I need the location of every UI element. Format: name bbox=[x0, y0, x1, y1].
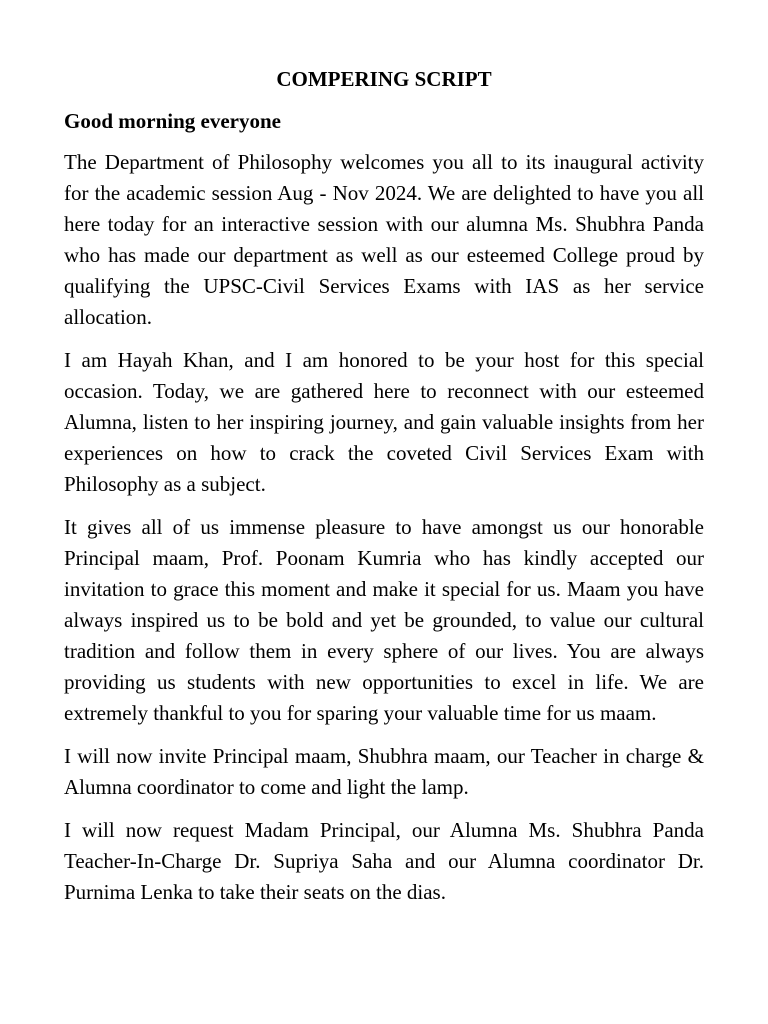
paragraph-welcome: The Department of Philosophy welcomes you all to its inaugural activity for the academic session Aug - Nov 2024. We are delighted to have you all here today for an interactive session with our alumna Ms. Shubhra Panda who has made our department as well as our esteemed College proud by qualifying the UPSC-Civil Services Exams with IAS as her service allocation. bbox=[64, 150, 704, 329]
greeting-heading: Good morning everyone bbox=[64, 109, 281, 133]
paragraph-seating: I will now request Madam Principal, our Alumna Ms. Shubhra Panda Teacher-In-Charge Dr. Supriya Saha and our Alumna coordinator Dr. Purnima Lenka to take their seats on the dias. bbox=[64, 818, 704, 904]
paragraph-host-intro: I am Hayah Khan, and I am honored to be your host for this special occasion. Today, we are gathered here to reconnect with our esteemed Alumna, listen to her inspiring journey, and gain valuable insights from her experiences on how to crack the coveted Civil Services Exam with Philosophy as a subject. bbox=[64, 348, 704, 496]
document-title: COMPERING SCRIPT bbox=[276, 67, 492, 91]
paragraph-principal: It gives all of us immense pleasure to have amongst us our honorable Principal maam, Prof. Poonam Kumria who has kindly accepted our invitation to grace this moment and make it special for us. Maam you have always inspired us to be bold and yet be grounded, to value our cultural tradition and follow them in every sphere of our lives. You are always providing us students with new opportunities to excel in life. We are extremely thankful to you for sparing your valuable time for us maam. bbox=[64, 515, 704, 725]
paragraph-lamp-lighting: I will now invite Principal maam, Shubhra maam, our Teacher in charge & Alumna coordinator to come and light the lamp. bbox=[64, 744, 704, 799]
